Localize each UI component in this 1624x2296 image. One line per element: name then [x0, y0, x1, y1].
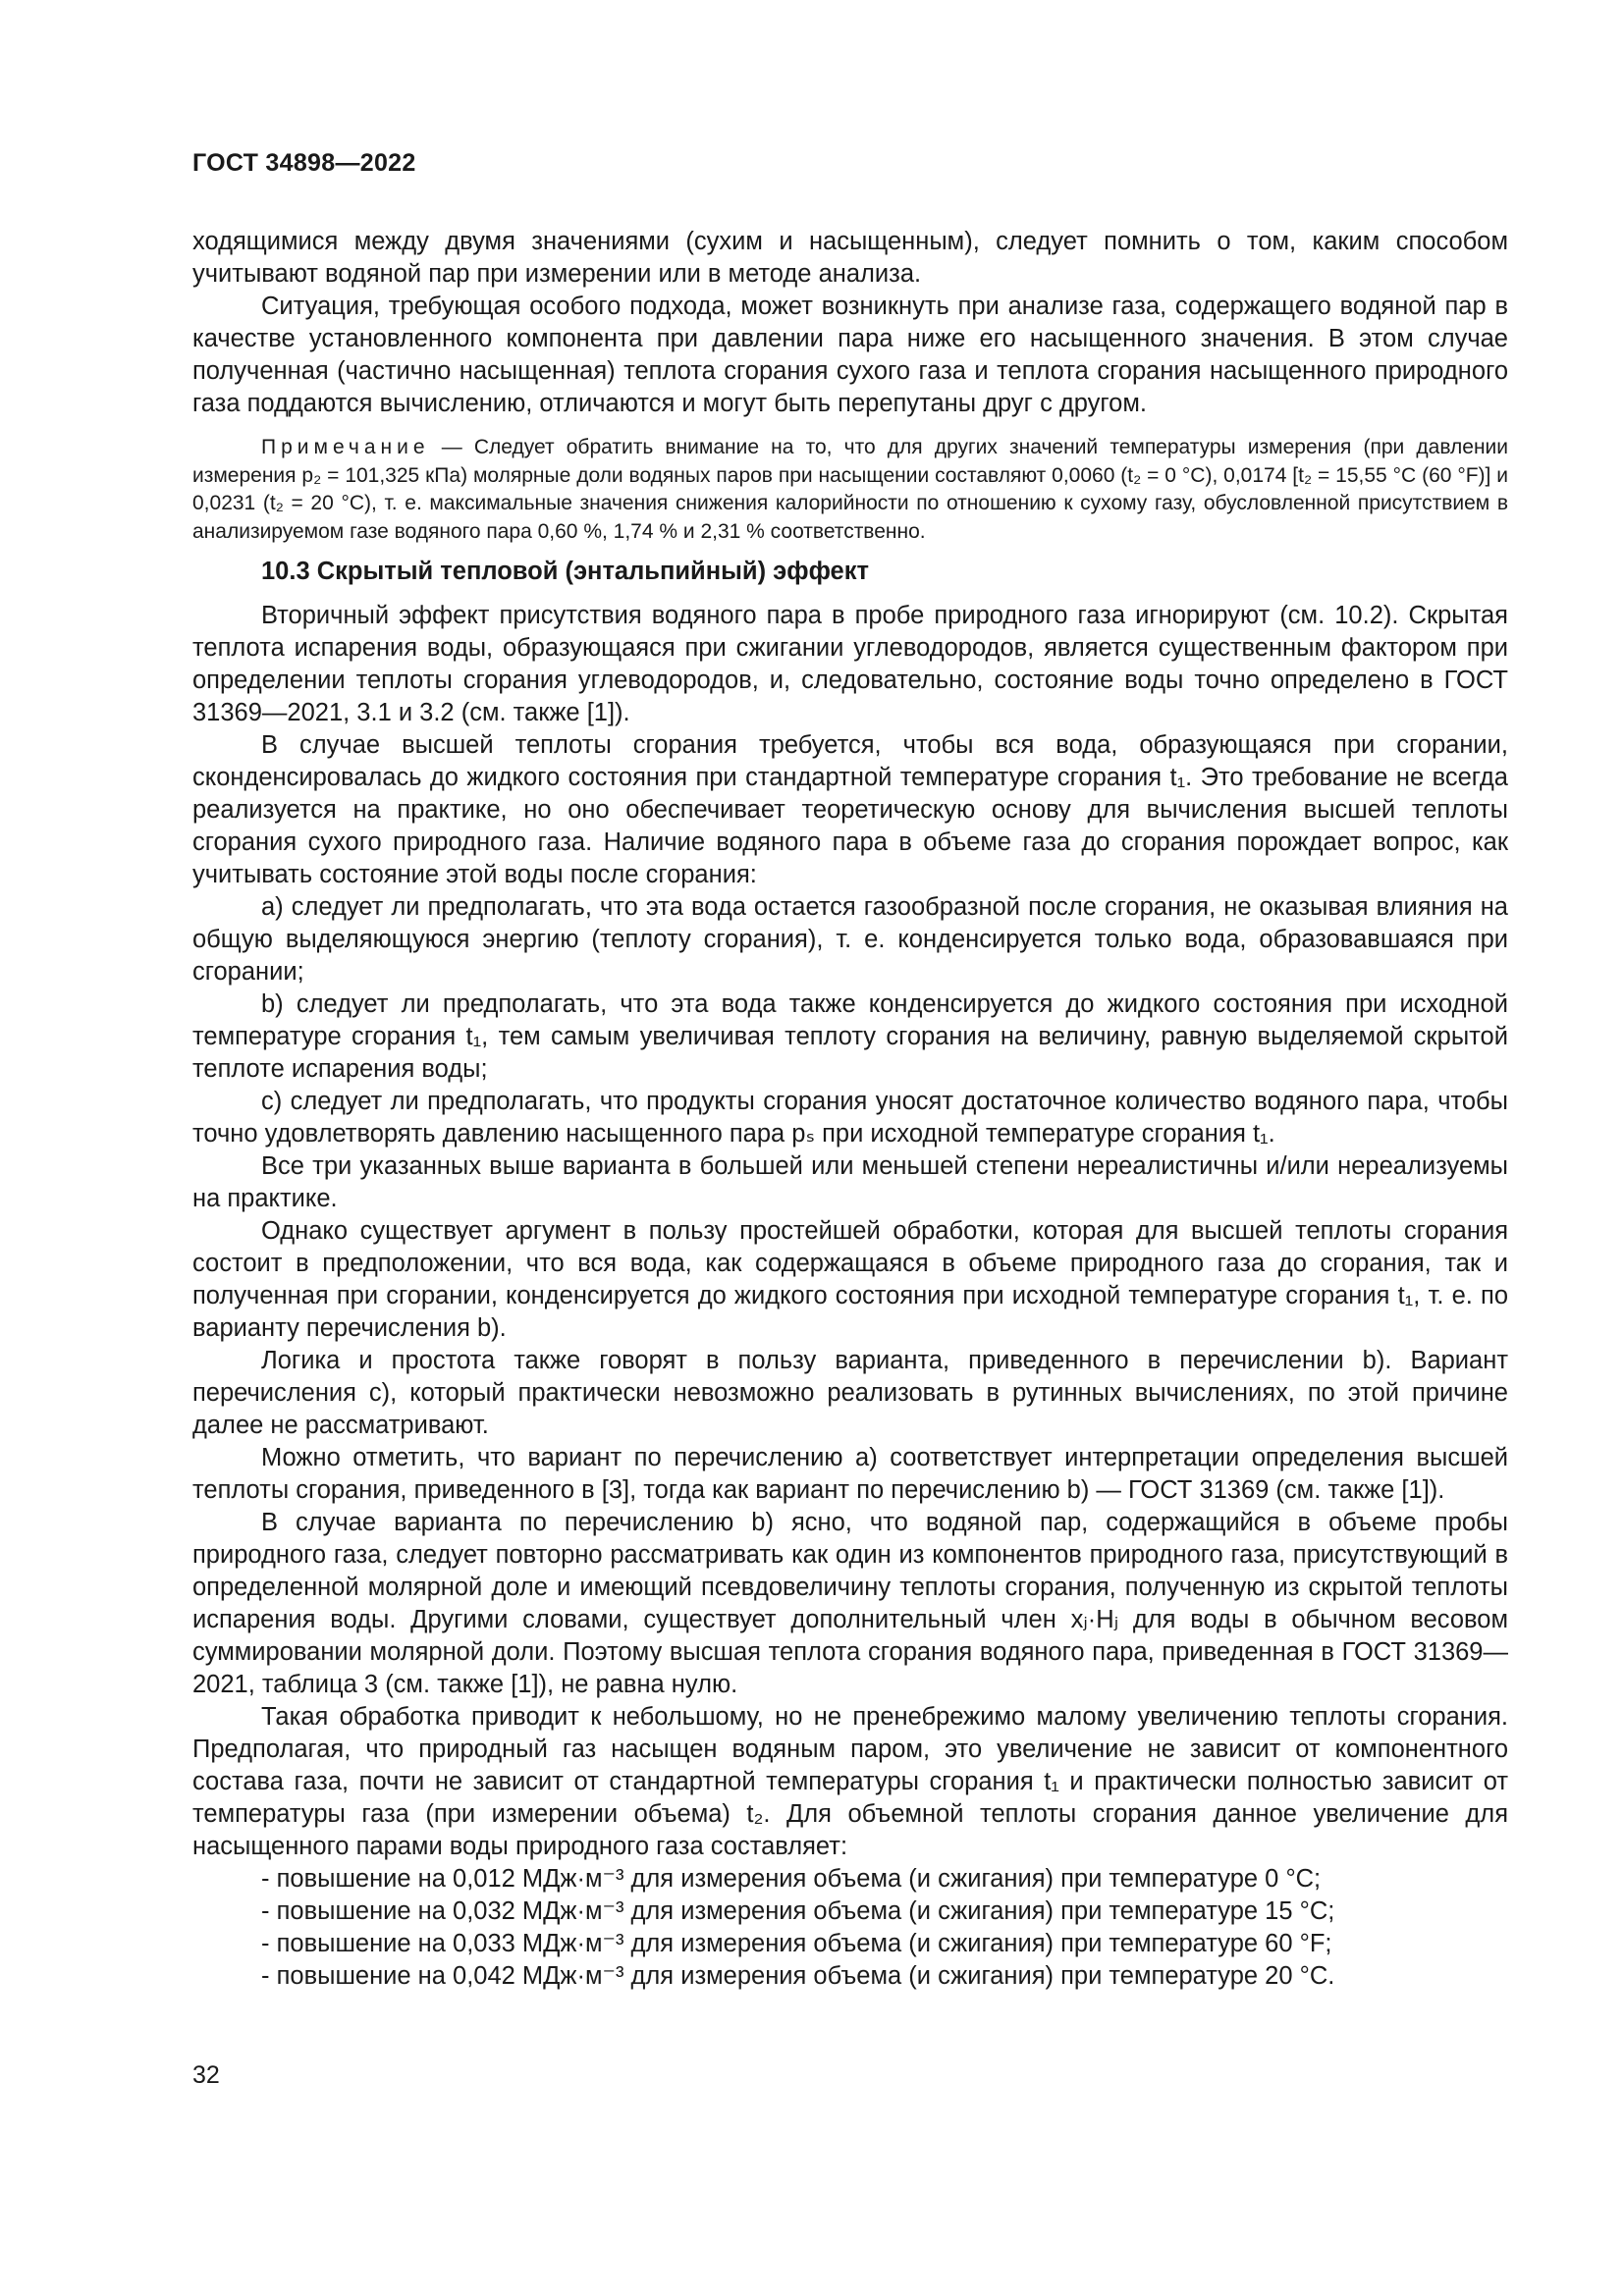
- note: [192, 434, 1508, 546]
- list-item: - повышение на 0,012 МДж·м⁻³ для измерения объема (и сжигания) при температуре 0 °C;: [261, 1865, 1322, 1893]
- paragraph: В случае варианта по перечислению b) ясно, что водяной пар, содержащийся в объеме пробы природного газа, следует повторно рассматривать как один из компонентов природного газа, присутствующий в определенной молярной доле и имеющий псевдовеличину теплоты сгорания, полученную из скрытой теплоты испарения воды. Другими словами, существует дополнительный член xⱼ·Hⱼ для воды в обычном весовом суммировании молярной доли. Поэтому высшая теплота сгорания водяного пара, приведенная в ГОСТ 31369—2021, таблица 3 (см. также [1]), не равна нулю.: [192, 1509, 1508, 1698]
- paragraph: Однако существует аргумент в пользу простейшей обработки, которая для высшей теплоты сгорания состоит в предположении, что вся вода, как содержащаяся в объеме природного газа до сгорания, так и полученная при сгорании, конденсируется до жидкого состояния при исходной температуре сгорания t₁, т. е. по варианту перечисления b).: [192, 1217, 1508, 1342]
- list-item: - повышение на 0,032 МДж·м⁻³ для измерения объема (и сжигания) при температуре 15 °C;: [261, 1897, 1335, 1925]
- page-number: 32: [192, 2061, 220, 2089]
- list-item: - повышение на 0,042 МДж·м⁻³ для измерения объема (и сжигания) при температуре 20 °C.: [261, 1962, 1335, 1990]
- note-text: — Следует обратить внимание на то, что для других значений температуры измерения (при давлении измерения p₂ = 101,325 кПа) молярные доли водяных паров при насыщении составляют 0,0060 (t₂ = 0 °C), 0,0174 [t₂ = 15,55 °C (60 °F)] и 0,0231 (t₂ = 20 °C), т. е. максимальные значения снижения калорийности по отношению к сухому газу, обусловленной присутствием в анализируемом газе водяного пара 0,60 %, 1,74 % и 2,31 % соответственно.: [192, 436, 1508, 543]
- enumeration-item-a: a) следует ли предполагать, что эта вода остается газообразной после сгорания, не оказывая влияния на общую выделяющуюся энергию (теплоту сгорания), т. е. конденсируется только вода, образовавшаяся при сгорании;: [192, 893, 1508, 986]
- paragraph: Такая обработка приводит к небольшому, но не пренебрежимо малому увеличению теплоты сгорания. Предполагая, что природный газ насыщен водяным паром, это увеличение не зависит от компонентного состава газа, почти не зависит от стандартной температуры сгорания t₁ и практически полностью зависит от температуры газа (при измерении объема) t₂. Для объемной теплоты сгорания данное увеличение для насыщенного парами воды природного газа составляет:: [192, 1703, 1508, 1860]
- document-body: [192, 226, 1508, 1993]
- document-header: ГОСТ 34898—2022: [192, 149, 416, 177]
- paragraph-continuation: ходящимися между двумя значениями (сухим и насыщенным), следует помнить о том, каким способом учитывают водяной пар при измерении или в методе анализа.: [192, 228, 1508, 288]
- list-item: - повышение на 0,033 МДж·м⁻³ для измерения объема (и сжигания) при температуре 60 °F;: [261, 1930, 1332, 1957]
- enumeration-item-c: c) следует ли предполагать, что продукты сгорания уносят достаточное количество водяного пара, чтобы точно удовлетворять давлению насыщенного пара pₛ при исходной температуре сгорания t₁.: [192, 1088, 1508, 1148]
- paragraph: В случае высшей теплоты сгорания требуется, чтобы вся вода, образующаяся при сгорании, сконденсировалась до жидкого состояния при стандартной температуре сгорания t₁. Это требование не всегда реализуется на практике, но оно обеспечивает теоретическую основу для вычисления высшей теплоты сгорания сухого природного газа. Наличие водяного пара в объеме газа до сгорания порождает вопрос, как учитывать состояние этой воды после сгорания:: [192, 731, 1508, 888]
- paragraph: Можно отметить, что вариант по перечислению a) соответствует интерпретации определения высшей теплоты сгорания, приведенного в [3], тогда как вариант по перечислению b) — ГОСТ 31369 (см. также [1]).: [192, 1444, 1508, 1504]
- paragraph: Все три указанных выше варианта в большей или меньшей степени нереалистичны и/или нереализуемы на практике.: [192, 1152, 1508, 1212]
- enumeration-item-b: b) следует ли предполагать, что эта вода также конденсируется до жидкого состояния при исходной температуре сгорания t₁, тем самым увеличивая теплоту сгорания на величину, равную выделяемой скрытой теплоте испарения воды;: [192, 990, 1508, 1083]
- paragraph: Ситуация, требующая особого подхода, может возникнуть при анализе газа, содержащего водяной пар в качестве установленного компонента при давлении пара ниже его насыщенного значения. В этом случае полученная (частично насыщенная) теплота сгорания сухого газа и теплота сгорания насыщенного природного газа поддаются вычислению, отличаются и могут быть перепутаны друг с другом.: [192, 293, 1508, 417]
- paragraph: Логика и простота также говорят в пользу варианта, приведенного в перечислении b). Вариант перечисления c), который практически невозможно реализовать в рутинных вычислениях, по этой причине далее не рассматривают.: [192, 1347, 1508, 1439]
- note-label: Примечание: [261, 436, 430, 458]
- paragraph: Вторичный эффект присутствия водяного пара в пробе природного газа игнорируют (см. 10.2). Скрытая теплота испарения воды, образующаяся при сжигании углеводородов, является существенным фактором при определении теплоты сгорания углеводородов, и, следовательно, состояние воды точно определено в ГОСТ 31369—2021, 3.1 и 3.2 (см. также [1]).: [192, 602, 1508, 726]
- section-heading: 10.3 Скрытый тепловой (энтальпийный) эффект: [261, 558, 869, 585]
